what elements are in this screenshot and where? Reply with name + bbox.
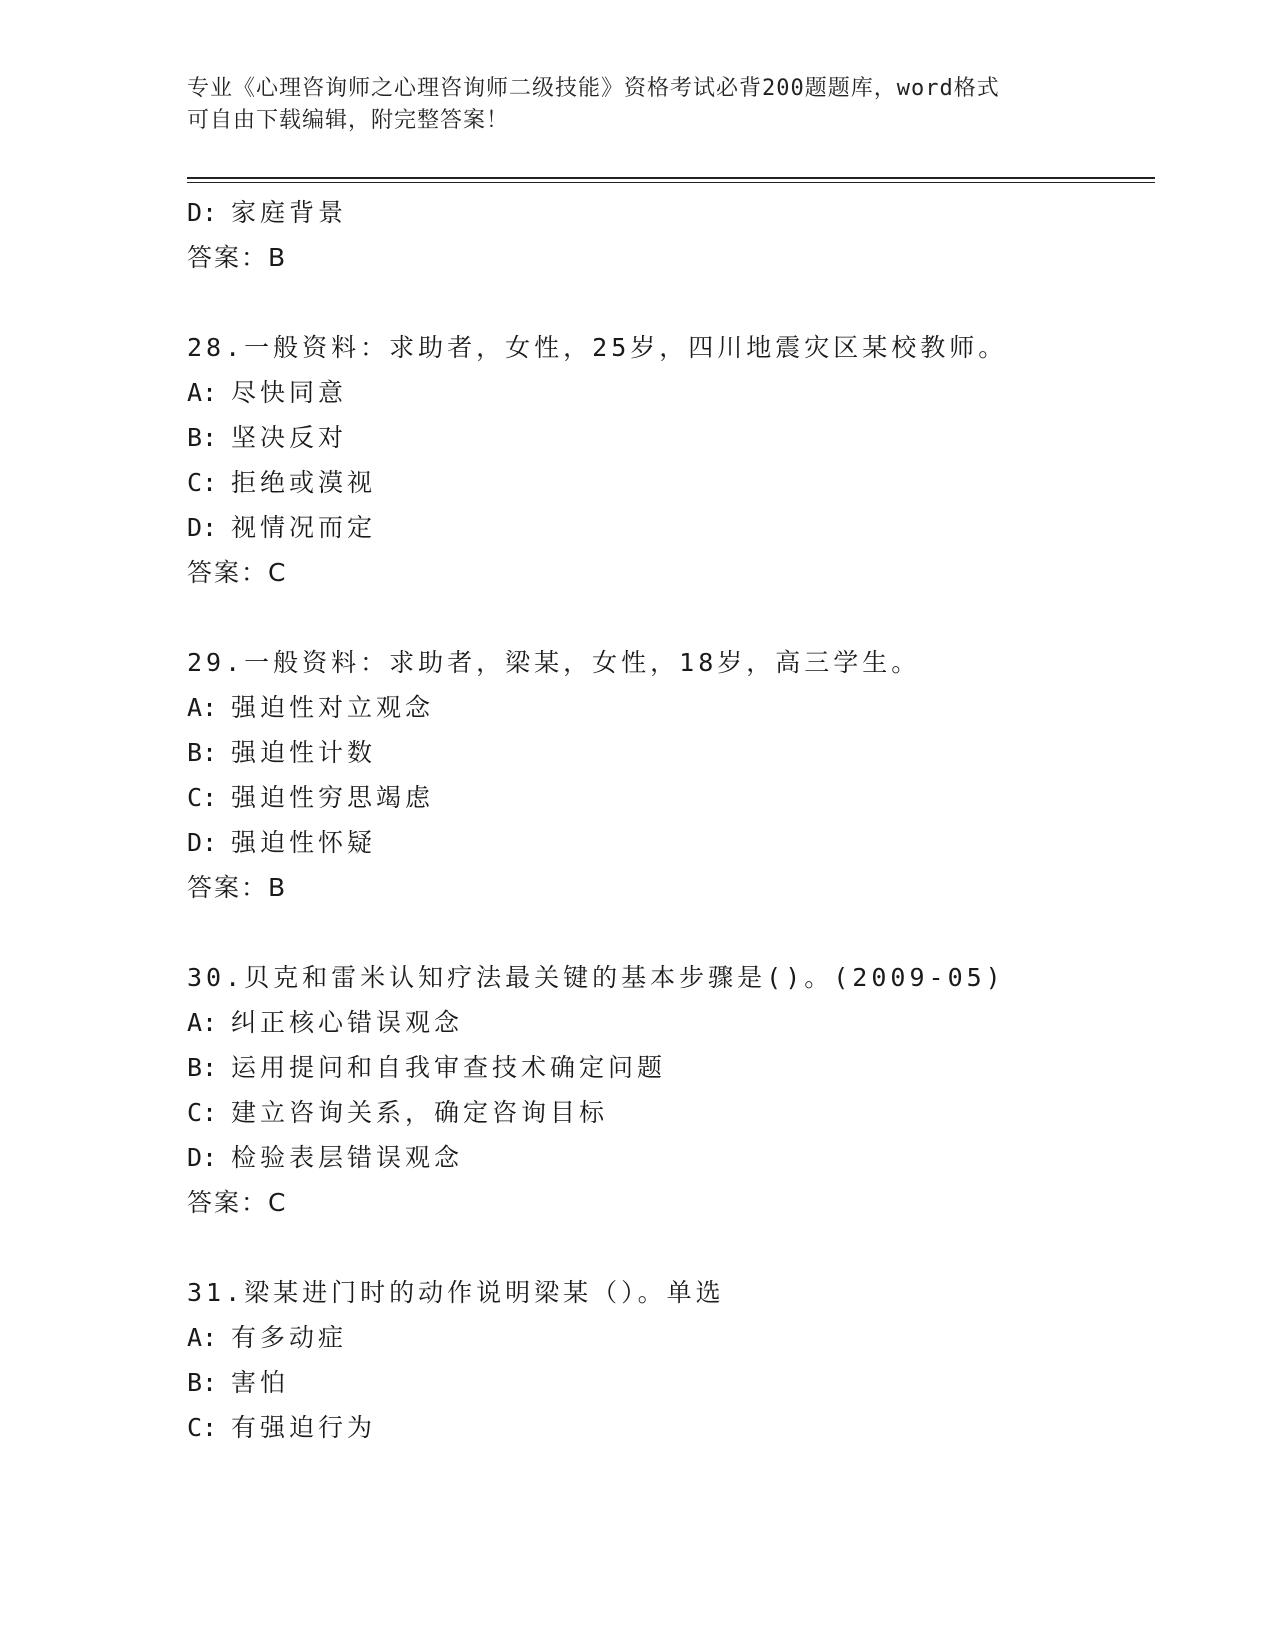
option-label: C: xyxy=(187,783,218,812)
answer-line: 答案：B xyxy=(187,243,288,272)
option-b xyxy=(187,1360,1147,1405)
header-rule-thick xyxy=(187,177,1155,179)
option-text: 建立咨询关系，确定咨询目标 xyxy=(231,1098,609,1127)
option-text: 拒绝或漠视 xyxy=(231,468,377,497)
question-gap xyxy=(187,1225,1147,1270)
option-text: 运用提问和自我审查技术确定问题 xyxy=(231,1053,667,1082)
document-header xyxy=(187,73,1087,137)
option-label: D: xyxy=(187,198,218,227)
answer-line: 答案：C xyxy=(187,558,288,587)
option-a xyxy=(187,1315,1147,1360)
option-b xyxy=(187,415,1147,460)
question-gap xyxy=(187,595,1147,640)
answer-line: 答案：B xyxy=(187,873,288,902)
question-list xyxy=(187,190,1147,1450)
question-stem: 30.贝克和雷米认知疗法最关键的基本步骤是()。(2009-05) xyxy=(187,963,1005,992)
header-rule-thin xyxy=(187,182,1155,183)
option-c xyxy=(187,1405,1147,1450)
option-text: 强迫性计数 xyxy=(231,738,377,767)
option-label: A: xyxy=(187,1323,218,1352)
option-label: C: xyxy=(187,1098,218,1127)
option-label: D: xyxy=(187,1143,218,1172)
option-label: D: xyxy=(187,513,218,542)
option-d xyxy=(187,1135,1147,1180)
option-text: 强迫性对立观念 xyxy=(231,693,435,722)
option-d xyxy=(187,190,1147,235)
header-line-1: 专业《心理咨询师之心理咨询师二级技能》资格考试必背200题题库，word格式 xyxy=(187,76,1000,101)
question-stem: 28.一般资料：求助者，女性，25岁，四川地震灾区某校教师。 xyxy=(187,333,1008,362)
option-label: B: xyxy=(187,738,218,767)
question-gap xyxy=(187,280,1147,325)
option-text: 害怕 xyxy=(231,1368,290,1397)
option-text: 强迫性穷思竭虑 xyxy=(231,783,435,812)
option-label: C: xyxy=(187,1413,218,1442)
question-gap xyxy=(187,910,1147,955)
option-label: A: xyxy=(187,378,218,407)
option-label: C: xyxy=(187,468,218,497)
option-text: 纠正核心错误观念 xyxy=(231,1008,464,1037)
option-text: 家庭背景 xyxy=(231,198,348,227)
option-c xyxy=(187,460,1147,505)
option-text: 强迫性怀疑 xyxy=(231,828,377,857)
option-text: 坚决反对 xyxy=(231,423,348,452)
option-text: 尽快同意 xyxy=(231,378,348,407)
option-c xyxy=(187,1090,1147,1135)
option-a xyxy=(187,1000,1147,1045)
option-text: 检验表层错误观念 xyxy=(231,1143,464,1172)
option-text: 有多动症 xyxy=(231,1323,348,1352)
option-a xyxy=(187,370,1147,415)
option-b xyxy=(187,730,1147,775)
option-label: B: xyxy=(187,1053,218,1082)
question-stem: 31.梁某进门时的动作说明梁某（）。单选 xyxy=(187,1278,725,1307)
answer-line: 答案：C xyxy=(187,1188,288,1217)
option-label: B: xyxy=(187,423,218,452)
option-label: A: xyxy=(187,1008,218,1037)
option-c xyxy=(187,775,1147,820)
option-d xyxy=(187,505,1147,550)
option-d xyxy=(187,820,1147,865)
option-label: B: xyxy=(187,1368,218,1397)
option-label: A: xyxy=(187,693,218,722)
option-label: D: xyxy=(187,828,218,857)
option-text: 有强迫行为 xyxy=(231,1413,377,1442)
option-a xyxy=(187,685,1147,730)
question-stem: 29.一般资料：求助者，梁某，女性，18岁，高三学生。 xyxy=(187,648,921,677)
option-b xyxy=(187,1045,1147,1090)
header-line-2: 可自由下载编辑，附完整答案！ xyxy=(187,108,510,133)
option-text: 视情况而定 xyxy=(231,513,377,542)
